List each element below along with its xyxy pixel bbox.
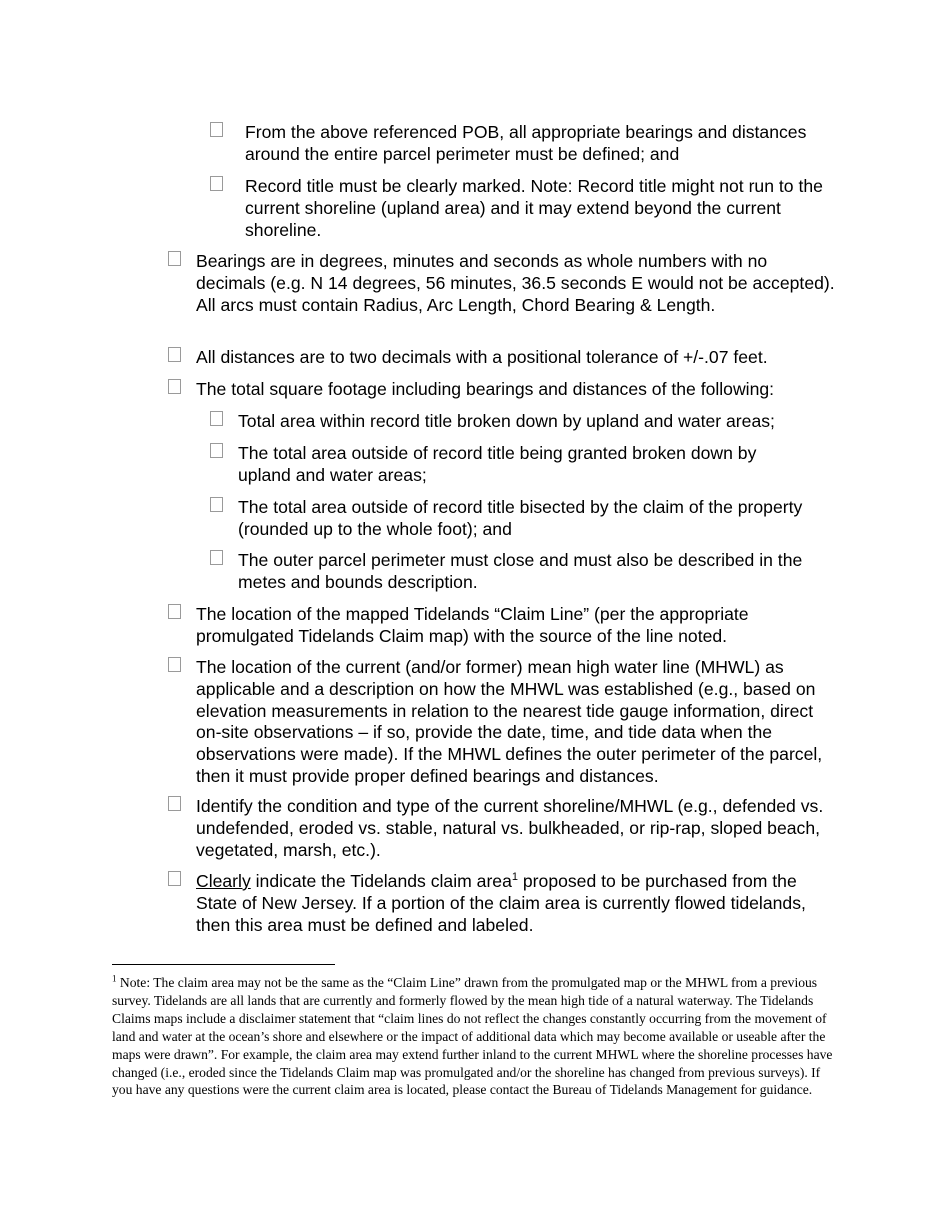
footnote-text: Note: The claim area may not be the same as the “Claim Line” drawn from the promulgated map or the MHWL from a previous survey. Tidelands are all lands that are currently and formerly flowed by the mean high tide of a natural waterway. The Tidelands Claims maps include a disclaimer statement that “claim lines do not reflect the changes constantly occurring from the movement of land and water at the ocean’s shore and elsewhere or the impact of additional data which may become available or useable after the maps were drawn”. For example, the claim area may extend further inland to the current MHWL where the shoreline processes have changed (i.e., eroded since the Tidelands Claim map was promulgated and/or the shoreline has changed from previous surveys). If you have any questions were the current claim area is located, please contact the Bureau of Tidelands Management for guidance. [112,975,833,1098]
checkbox-outer-perimeter[interactable] [210,550,223,565]
checklist-item-square-footage [168,379,840,401]
checkbox-square-footage[interactable] [168,379,181,394]
checklist-item-claim-area-text [196,871,840,936]
checklist-item-claim-line [168,604,808,648]
checklist-item-record-title [210,176,830,241]
checklist-item-pob-text: From the above referenced POB, all appropriate bearings and distances around the entire parcel perimeter must be defined; and [245,122,807,164]
checkbox-record-title[interactable] [210,176,223,191]
checklist-item-mhwl-text: The location of the current (and/or former) mean high water line (MHWL) as applicable and a description on how the MHWL was established (e.g., based on elevation measurements in relation to the nearest tide gauge information, direct on-site observations – if so, provide the date, time, and tide data when the observations were made). If the MHWL defines the outer perimeter of the parcel, then it must provide proper defined bearings and distances. [196,657,823,786]
checklist-item-distances [168,347,840,369]
claim-area-text-a: indicate the Tidelands claim area [250,871,512,891]
checklist-item-pob [210,122,820,166]
checkbox-outside-bisected[interactable] [210,497,223,512]
checklist-item-bearings [168,251,840,316]
checkbox-mhwl[interactable] [168,657,181,672]
checklist-item-square-footage-text: The total square footage including bearings and distances of the following: [196,379,775,399]
checkbox-bearings[interactable] [168,251,181,266]
checklist-item-outside-granted [210,443,810,487]
footnote-marker: 1 [112,973,117,984]
checklist-item-shoreline-text: Identify the condition and type of the current shoreline/MHWL (e.g., defended vs. undefended, eroded vs. stable, natural vs. bulkheaded, or rip-rap, sloped beach, vegetated, marsh, etc.). [196,796,824,860]
checklist-item-claim-line-text: The location of the mapped Tidelands “Claim Line” (per the appropriate promulgated Tidelands Claim map) with the source of the line noted. [196,604,749,646]
checkbox-distances[interactable] [168,347,181,362]
footnote-reference[interactable]: 1 [511,871,518,884]
checkbox-outside-granted[interactable] [210,443,223,458]
checklist-item-distances-text: All distances are to two decimals with a positional tolerance of +/-.07 feet. [196,347,768,367]
clearly-underlined: Clearly [196,871,251,891]
checklist-item-claim-area [168,871,840,936]
checklist-item-shoreline [168,796,840,861]
footnote [112,974,842,1099]
checklist-item-bearings-text: Bearings are in degrees, minutes and seconds as whole numbers with no decimals (e.g. N 14 degrees, 56 minutes, 36.5 seconds E would not be accepted). All arcs must contain Radius, Arc Length, Chord Bearing & Length. [196,251,835,315]
checklist-item-outside-bisected-text: The total area outside of record title bisected by the claim of the property (rounded up to the whole foot); and [238,497,803,539]
checklist-item-outer-perimeter [210,550,840,594]
checklist-item-total-area [210,411,840,433]
checkbox-shoreline[interactable] [168,796,181,811]
checkbox-claim-line[interactable] [168,604,181,619]
checklist-item-mhwl [168,657,840,788]
checklist-item-outer-perimeter-text: The outer parcel perimeter must close and must also be described in the metes and bounds description. [238,550,803,592]
footnote-separator [112,964,335,965]
checkbox-total-area[interactable] [210,411,223,426]
checkbox-claim-area[interactable] [168,871,181,886]
checklist-item-outside-granted-text: The total area outside of record title being granted broken down by upland and water areas; [238,443,757,485]
claim-area-text-b: proposed to be purchased from the State of New Jersey. If a portion of the claim area is currently flowed tidelands, then this area must be defined and labeled. [196,871,806,935]
checklist-item-record-title-text: Record title must be clearly marked. Note: Record title might not run to the current shoreline (upland area) and it may extend beyond the current shoreline. [245,176,823,240]
checklist-item-total-area-text: Total area within record title broken down by upland and water areas; [238,411,775,431]
checklist-item-outside-bisected [210,497,840,541]
checkbox-pob[interactable] [210,122,223,137]
